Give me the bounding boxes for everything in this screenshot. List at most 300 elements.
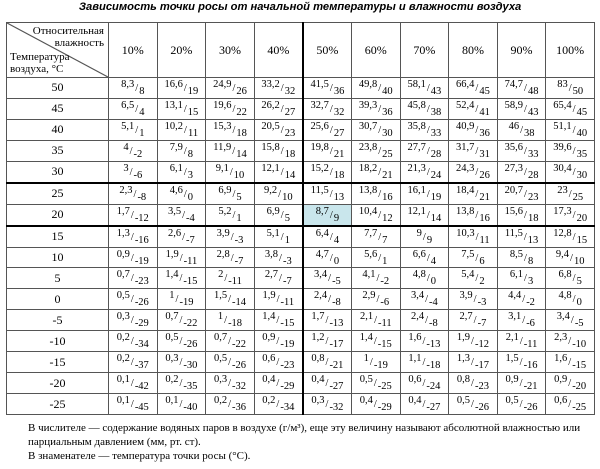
table-cell	[254, 268, 303, 289]
fraction-slash: /	[179, 378, 183, 390]
table-cell	[497, 226, 546, 247]
fraction-slash: /	[329, 124, 333, 136]
fraction-slash: /	[568, 188, 572, 200]
dew-point: 8	[139, 85, 145, 97]
fraction-slash: /	[378, 231, 382, 243]
table-cell	[497, 161, 546, 182]
fraction-slash: /	[425, 294, 428, 306]
vapor-content: 2,9	[362, 290, 376, 302]
vapor-content: 11,5	[310, 184, 329, 196]
table-cell	[497, 140, 546, 161]
fraction-slash: /	[572, 209, 576, 221]
dew-point: -8	[332, 297, 341, 309]
fraction-slash: /	[329, 145, 333, 157]
table-cell	[109, 352, 158, 373]
dew-point: -16	[134, 234, 149, 246]
row-temperature: 20	[7, 204, 109, 225]
dew-point: 14	[430, 212, 442, 224]
dew-point: 26	[236, 85, 247, 97]
vapor-content: 35,8	[407, 120, 426, 132]
fraction-slash: /	[182, 209, 186, 221]
table-cell	[351, 310, 400, 331]
dew-point: -25	[572, 402, 587, 413]
column-header-humidity: 100%	[546, 23, 595, 78]
page-title: Зависимость точки росы от начальной температуры и влажности воздуха	[78, 1, 522, 13]
vapor-content: 0,9	[505, 374, 519, 386]
dew-point: 38	[524, 127, 535, 139]
dew-point: -34	[280, 402, 295, 413]
fraction-slash: /	[228, 378, 231, 390]
table-cell	[546, 289, 595, 310]
fraction-slash: /	[130, 252, 134, 264]
table-cell	[109, 268, 158, 289]
fraction-slash: /	[179, 273, 183, 285]
vapor-content: 0,5	[213, 353, 228, 365]
vapor-content: 2,4	[314, 290, 328, 302]
table-row	[7, 140, 595, 161]
table-row	[7, 78, 595, 99]
dew-point: 4	[430, 255, 436, 267]
dew-point: 18	[284, 148, 296, 160]
fraction-slash: /	[570, 252, 573, 264]
fraction-slash: /	[329, 209, 333, 221]
table-cell	[497, 331, 546, 352]
dew-point: 30	[576, 169, 588, 181]
dew-point: 0	[576, 297, 582, 309]
table-cell	[497, 98, 546, 119]
table-cell	[546, 204, 595, 225]
table-cell	[109, 140, 158, 161]
fraction-slash: /	[471, 357, 474, 369]
table-cell	[400, 226, 449, 247]
fraction-slash: /	[328, 294, 332, 306]
table-cell	[400, 204, 449, 225]
dew-point: -15	[183, 276, 198, 288]
dew-point: -10	[572, 339, 587, 351]
dew-point: 10	[573, 255, 585, 267]
fraction-slash: /	[519, 357, 523, 369]
table-cell	[400, 140, 449, 161]
table-cell	[449, 394, 498, 415]
table-cell	[546, 394, 595, 415]
table-cell	[497, 289, 546, 310]
dew-point: 28	[430, 148, 442, 160]
dew-point: 18	[333, 169, 345, 181]
dew-point: -3	[477, 297, 487, 309]
table-cell	[400, 331, 449, 352]
vapor-content: 0,2	[165, 374, 179, 386]
table-cell	[109, 247, 158, 268]
fraction-slash: /	[230, 231, 234, 243]
dew-point: 11	[187, 127, 199, 139]
dew-point: -21	[523, 381, 538, 393]
fraction-slash: /	[228, 357, 231, 369]
row-temperature: 15	[7, 226, 109, 247]
vapor-content: 33,2	[261, 78, 280, 90]
dew-point: -7	[234, 255, 244, 267]
vapor-content: 1,5	[213, 290, 228, 302]
fraction-slash: /	[378, 166, 382, 178]
humidity-axis-label: Относительная влажность	[32, 25, 104, 49]
row-temperature: -5	[7, 310, 109, 331]
table-cell	[400, 78, 449, 99]
fraction-slash: /	[229, 166, 233, 178]
fraction-slash: /	[524, 188, 527, 200]
fraction-slash: /	[224, 273, 228, 285]
column-header-humidity: 20%	[157, 23, 206, 78]
vapor-content: 4	[123, 141, 129, 153]
dew-point: 1	[139, 127, 145, 139]
vapor-content: 4,7	[315, 248, 329, 260]
vapor-content: 7,9	[169, 141, 183, 153]
table-cell	[546, 119, 595, 140]
fraction-slash: /	[572, 231, 576, 243]
table-cell	[497, 247, 546, 268]
table-cell	[303, 394, 352, 415]
dew-point: 45	[479, 85, 490, 97]
dew-point: -13	[329, 318, 344, 330]
vapor-content: 9,4	[555, 248, 570, 260]
row-temperature: -10	[7, 331, 109, 352]
vapor-content: 0,2	[262, 395, 276, 406]
table-cell	[157, 394, 206, 415]
dew-point: 21	[333, 148, 345, 160]
vapor-content: 8,3	[121, 78, 135, 90]
table-cell	[546, 78, 595, 99]
fraction-slash: /	[230, 252, 234, 264]
table-cell	[109, 310, 158, 331]
table-cell	[254, 78, 303, 99]
vapor-content: 0,5	[165, 332, 179, 344]
vapor-content: 23	[557, 184, 568, 196]
dew-point: -26	[183, 339, 198, 351]
vapor-content: 9	[416, 227, 422, 239]
fraction-slash: /	[378, 188, 382, 200]
fraction-slash: /	[135, 124, 139, 136]
vapor-content: 12,1	[407, 205, 426, 217]
vapor-content: 3,8	[264, 248, 279, 260]
fraction-slash: /	[183, 188, 187, 200]
table-cell	[449, 119, 498, 140]
row-temperature: 35	[7, 140, 109, 161]
table-cell	[254, 331, 303, 352]
vapor-content: 27,7	[407, 141, 426, 153]
fraction-slash: /	[425, 315, 428, 327]
dew-point: 5	[284, 212, 290, 224]
fraction-slash: /	[133, 188, 137, 200]
table-cell	[157, 331, 206, 352]
table-cell	[254, 161, 303, 182]
table-row	[7, 247, 595, 268]
dew-point: 21	[382, 169, 393, 181]
fraction-slash: /	[182, 231, 186, 243]
vapor-content: 39,3	[358, 99, 378, 111]
vapor-content: 19,6	[213, 99, 232, 111]
dew-point: -4	[429, 297, 438, 309]
dew-point: 21	[479, 191, 490, 203]
fraction-slash: /	[378, 145, 382, 157]
vapor-content: 2,7	[264, 269, 279, 281]
fraction-slash: /	[276, 357, 280, 369]
column-header-humidity: 60%	[351, 23, 400, 78]
fraction-slash: /	[329, 252, 333, 264]
vapor-content: 3,4	[556, 311, 570, 323]
fraction-slash: /	[471, 399, 474, 410]
table-row	[7, 119, 595, 140]
fraction-slash: /	[426, 124, 430, 136]
fraction-slash: /	[276, 336, 280, 348]
table-body	[7, 78, 595, 415]
fraction-slash: /	[130, 315, 134, 327]
dew-point: 7	[382, 234, 388, 246]
vapor-content: 0,7	[165, 311, 179, 323]
table-cell	[449, 268, 498, 289]
table-cell	[254, 183, 303, 204]
vapor-content: 1,6	[554, 353, 568, 365]
vapor-content: 6,8	[558, 269, 572, 281]
fraction-slash: /	[519, 336, 523, 348]
vapor-content: 0,3	[116, 311, 130, 323]
vapor-content: 13,1	[164, 99, 183, 111]
table-cell	[157, 226, 206, 247]
table-cell	[157, 268, 206, 289]
dew-point: 9	[426, 234, 433, 246]
dew-point: 18	[527, 212, 539, 224]
dew-point: 11	[479, 234, 490, 246]
table-cell	[206, 289, 255, 310]
fraction-slash: /	[475, 124, 479, 136]
vapor-content: 16,1	[407, 184, 426, 196]
dew-point: -24	[426, 381, 441, 393]
table-cell	[497, 183, 546, 204]
column-header-humidity: 40%	[254, 23, 303, 78]
row-temperature: 45	[7, 98, 109, 119]
vapor-content: 65,4	[553, 99, 572, 111]
vapor-content: 0,7	[213, 332, 228, 344]
vapor-content: 1,6	[408, 332, 422, 344]
fraction-slash: /	[475, 209, 479, 221]
vapor-content: 3,4	[410, 290, 425, 302]
table-cell	[400, 310, 449, 331]
fraction-slash: /	[130, 294, 134, 306]
vapor-content: 0,9	[554, 374, 568, 386]
dew-point: 27	[333, 127, 345, 139]
table-cell	[254, 226, 303, 247]
dew-point: -32	[232, 381, 246, 393]
dew-point: 2	[479, 276, 485, 288]
fraction-slash: /	[572, 103, 576, 115]
table-cell	[254, 352, 303, 373]
fraction-slash: /	[422, 378, 426, 390]
fraction-slash: /	[426, 209, 430, 221]
table-cell	[351, 289, 400, 310]
dew-point: 48	[527, 85, 539, 97]
dew-point: -19	[280, 339, 295, 351]
vapor-content: 1,9	[165, 248, 179, 260]
column-header-humidity: 30%	[206, 23, 255, 78]
dew-point: -2	[380, 276, 390, 288]
table-cell	[206, 183, 255, 204]
fraction-slash: /	[422, 336, 426, 348]
table-cell	[497, 78, 546, 99]
fraction-slash: /	[184, 124, 187, 136]
fraction-slash: /	[572, 273, 576, 285]
dew-point: 20	[576, 212, 588, 224]
table-cell	[303, 331, 352, 352]
table-cell	[109, 204, 158, 225]
fraction-slash: /	[570, 315, 574, 327]
table-cell	[400, 183, 449, 204]
table-cell	[546, 352, 595, 373]
table-cell	[206, 78, 255, 99]
table-cell	[449, 373, 498, 394]
table-cell	[254, 310, 303, 331]
vapor-content: 51,1	[553, 120, 572, 132]
dew-point: -2	[133, 148, 143, 160]
vapor-content: 1,5	[505, 353, 519, 365]
dew-point: 43	[430, 85, 442, 97]
vapor-content: 31,7	[456, 141, 475, 153]
vapor-content: 13,8	[456, 205, 475, 217]
table-cell	[400, 98, 449, 119]
dew-point: -6	[133, 169, 143, 181]
dew-point: -40	[183, 402, 198, 413]
vapor-content: 3,1	[508, 311, 522, 323]
dew-point: -19	[134, 255, 149, 267]
dew-point: -36	[232, 402, 246, 413]
dew-point: -26	[523, 402, 538, 413]
table-cell	[254, 140, 303, 161]
fraction-slash: /	[325, 336, 329, 348]
table-cell	[351, 247, 400, 268]
fraction-slash: /	[568, 399, 572, 410]
vapor-content: 83	[557, 78, 568, 90]
fraction-slash: /	[376, 273, 380, 285]
vapor-content: 5,2	[218, 205, 232, 217]
fraction-slash: /	[183, 103, 187, 115]
vapor-content: 0,3	[165, 353, 179, 365]
dew-point: -32	[329, 402, 344, 413]
fraction-slash: /	[328, 273, 332, 285]
vapor-content: 4,6	[169, 184, 183, 196]
vapor-content: 6,9	[266, 205, 280, 217]
dew-point: 4	[333, 234, 340, 246]
vapor-content: 8,5	[509, 248, 524, 260]
fraction-slash: /	[276, 294, 280, 306]
dew-point: 41	[479, 106, 490, 118]
table-cell	[254, 289, 303, 310]
table-cell	[157, 352, 206, 373]
dew-point: -16	[523, 360, 538, 372]
table-cell	[351, 373, 400, 394]
fraction-slash: /	[471, 378, 474, 390]
column-header-humidity: 10%	[109, 23, 158, 78]
table-cell	[303, 226, 352, 247]
table-cell	[157, 373, 206, 394]
fraction-slash: /	[522, 294, 526, 306]
dew-point: -11	[183, 255, 198, 267]
table-row	[7, 226, 595, 247]
table-cell	[206, 268, 255, 289]
fraction-slash: /	[280, 209, 284, 221]
table-cell	[400, 394, 449, 415]
fraction-slash: /	[572, 294, 576, 306]
fraction-slash: /	[520, 124, 523, 136]
table-row	[7, 310, 595, 331]
fraction-slash: /	[568, 82, 572, 94]
fraction-slash: /	[426, 166, 430, 178]
vapor-content: 0,9	[262, 332, 276, 344]
table-cell	[206, 247, 255, 268]
table-cell	[303, 268, 352, 289]
vapor-content: 0,8	[456, 374, 471, 386]
fraction-slash: /	[524, 166, 527, 178]
vapor-content: 0,2	[213, 395, 228, 406]
dew-point: -5	[574, 318, 584, 330]
vapor-content: 12,8	[553, 227, 572, 239]
vapor-content: 0,3	[311, 395, 325, 406]
fraction-slash: /	[373, 378, 377, 390]
dew-point: 9	[333, 212, 340, 224]
vapor-content: 0,1	[116, 395, 130, 406]
fraction-slash: /	[475, 273, 479, 285]
vapor-content: 2,1	[505, 332, 519, 344]
row-temperature: 40	[7, 119, 109, 140]
dew-point: -7	[477, 318, 487, 330]
fraction-slash: /	[325, 357, 329, 369]
dew-point: 23	[527, 191, 539, 203]
table-cell	[351, 331, 400, 352]
vapor-content: 9,1	[215, 162, 229, 174]
table-cell	[303, 78, 352, 99]
vapor-content: 0,3	[213, 374, 228, 386]
dew-point: -7	[282, 276, 292, 288]
dew-point: -23	[280, 360, 295, 372]
fraction-slash: /	[473, 315, 477, 327]
dew-point: -34	[134, 339, 149, 351]
vapor-content: 15,8	[261, 141, 280, 153]
fraction-slash: /	[524, 209, 527, 221]
vapor-content: 0,6	[262, 353, 276, 365]
table-cell	[303, 119, 352, 140]
row-temperature: 25	[7, 183, 109, 204]
table-cell	[546, 331, 595, 352]
vapor-content: 1	[363, 353, 369, 365]
table-cell	[206, 394, 255, 415]
dew-point: 1	[284, 234, 290, 246]
vapor-content: 26,2	[261, 99, 280, 111]
fraction-slash: /	[369, 357, 373, 369]
dew-point: -22	[232, 339, 246, 351]
fraction-slash: /	[475, 252, 479, 264]
fraction-slash: /	[329, 188, 333, 200]
vapor-content: 39,6	[553, 141, 572, 153]
table-cell	[449, 204, 498, 225]
table-cell	[351, 78, 400, 99]
dew-point: -12	[134, 212, 149, 224]
table-cell	[546, 310, 595, 331]
fraction-slash: /	[475, 145, 479, 157]
dew-point: -19	[373, 360, 388, 372]
dew-point: -26	[474, 402, 489, 413]
vapor-content: 1,4	[359, 332, 373, 344]
table-cell	[206, 161, 255, 182]
fraction-slash: /	[129, 145, 133, 157]
vapor-content: 5,4	[461, 269, 475, 281]
fraction-slash: /	[422, 357, 426, 369]
vapor-content: 7,5	[461, 248, 475, 260]
row-temperature: -25	[7, 394, 109, 415]
